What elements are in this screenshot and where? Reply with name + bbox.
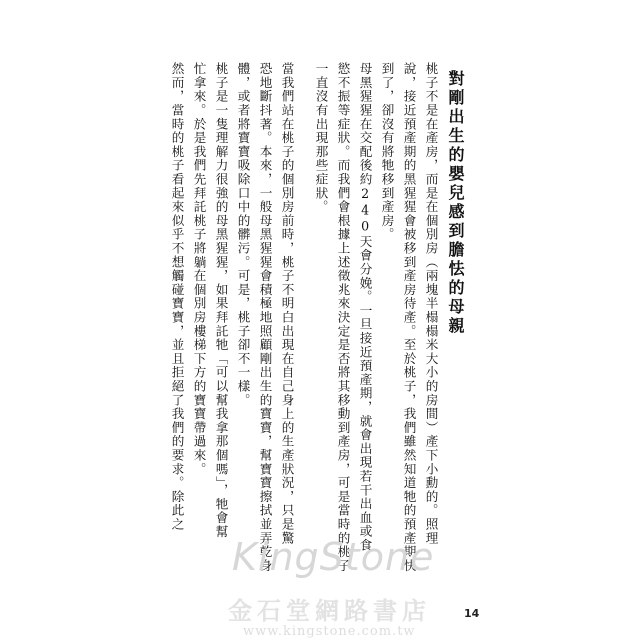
watermark-url: www.kingstone.com.tw <box>243 624 416 639</box>
text-column: 體，或者將寶寶吸除口中的髒污。可是，桃子卻不一樣。 <box>235 62 251 407</box>
text-column: 當我們站在桃子的個別房前時，桃子不明白出現在自己身上的生產狀況，只是驚 <box>279 62 295 545</box>
text-column: 桃子是一隻理解力很強的母黑猩猩，如果拜託牠「可以幫我拿那個嗎」，牠會幫 <box>213 62 229 539</box>
text-column: 說，接近預產期的黑猩猩會被移到產房待產。至於桃子，我們雖然知道牠的預產期快 <box>401 62 417 573</box>
text-column: 一直沒有出現那些症狀。 <box>313 62 329 214</box>
watermark-logo: KingStone <box>232 535 435 579</box>
page-number: 14 <box>464 607 480 620</box>
text-column: 母黑猩猩在交配後約240天會分娩。一旦接近預產期，就會出現若干出血或食 <box>357 62 373 553</box>
text-column: 然而，當時的桃子看起來似乎不想觸碰寶寶，並且拒絕了我們的要求。除此之 <box>169 62 185 532</box>
text-column: 桃子不是在產房，而是在個別房（兩塊半榻榻米大小的房間）產下小勳的。照理 <box>423 62 439 545</box>
text-column: 到了，卻沒有將牠移到產房。 <box>379 62 395 242</box>
text-column: 恐地斷抖著。本來，一般母黑猩猩會積極地照顧剛出生的寶寶，幫寶寶擦拭並弄乾身 <box>257 62 273 573</box>
text-column: 慾不振等症狀。而我們會根據上述徵兆來決定是否將其移動到產房，可是當時的桃子 <box>335 62 351 573</box>
section-title: 對剛出生的嬰兒感到膽怯的母親 <box>446 70 465 336</box>
watermark-chinese: 金石堂網路書店 <box>228 596 431 625</box>
text-column: 忙拿來。於是我們先拜託桃子將躺在個別房樓梯下方的寶寶帶過來。 <box>191 62 207 476</box>
